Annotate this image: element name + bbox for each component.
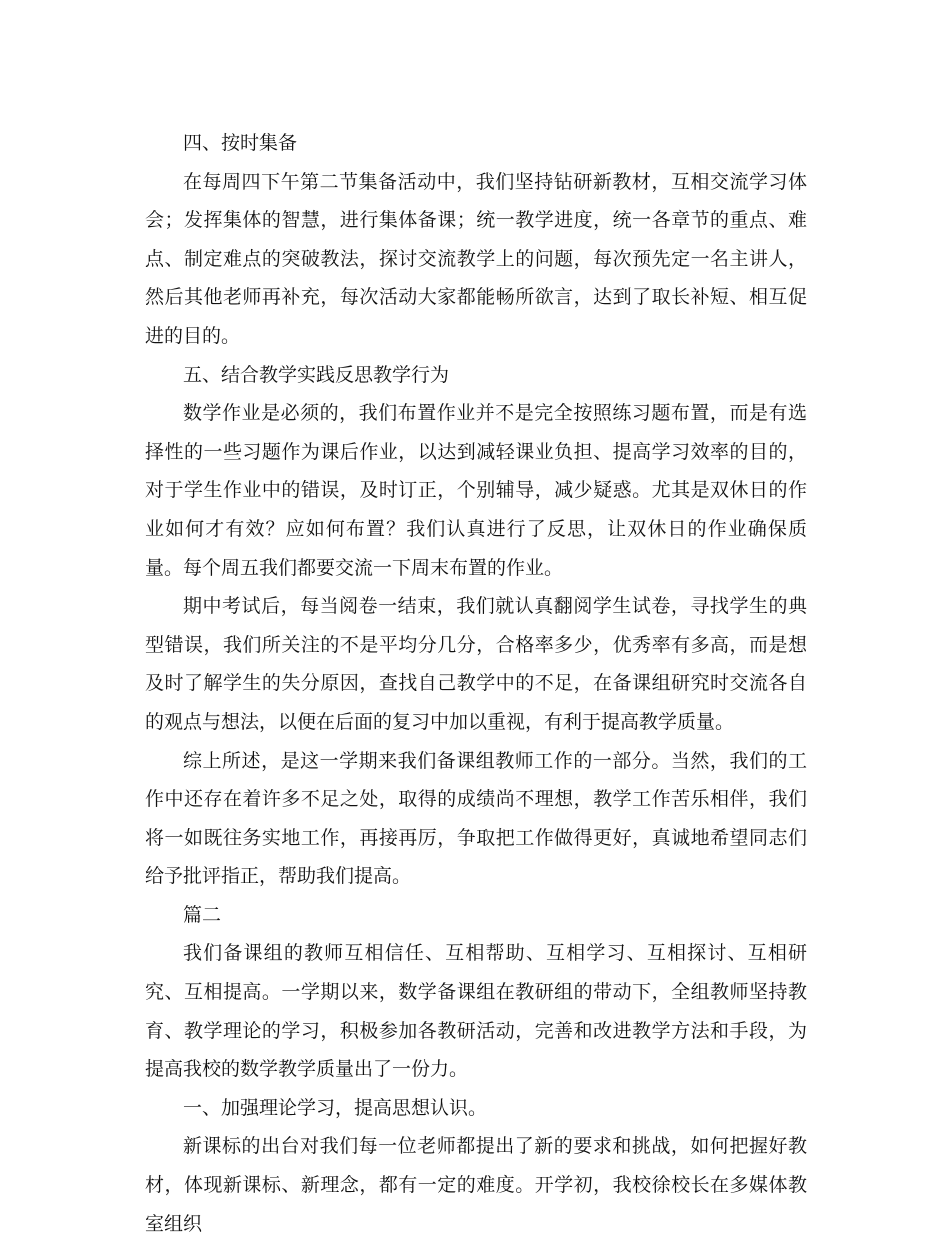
section-heading: 一、加强理论学习，提高思想认识。 [183,1096,488,1119]
body-paragraph: 新课标的出台对我们每一位老师都提出了新的要求和挑战，如何把握好教材，体现新课标、新理念，都有一定的难度。开学初，我校徐校长在多媒体教室组织 [145,1135,807,1235]
body-paragraph: 我们备课组的教师互相信任、互相帮助、互相学习、互相探讨、互相研究、互相提高。一学期以来，数学备课组在教研组的带动下，全组教师坚持教育、教学理论的学习，积极参加各教研活动，完善和改进教学方法和手段，为提高我校的数学教学质量出了一份力。 [145,942,807,1081]
body-paragraph: 数学作业是必须的，我们布置作业并不是完全按照练习题布置，而是有选择性的一些习题作为课后作业，以达到减轻课业负担、提高学习效率的目的，对于学生作业中的错误，及时订正，个别辅导，减少疑惑。尤其是双休日的作业如何才有效？应如何布置？我们认真进行了反思，让双休日的作业确保质量。每个周五我们都要交流一下周末布置的作业。 [145,402,807,579]
section-heading: 五、结合教学实践反思教学行为 [183,363,450,386]
body-paragraph: 综上所述，是这一学期来我们备课组教师工作的一部分。当然，我们的工作中还存在着许多不足之处，取得的成绩尚不理想，教学工作苦乐相伴，我们将一如既往务实地工作，再接再厉，争取把工作做得更好，真诚地希望同志们给予批评指正，帮助我们提高。 [145,749,807,888]
body-paragraph: 期中考试后，每当阅卷一结束，我们就认真翻阅学生试卷，寻找学生的典型错误，我们所关注的不是平均分几分，合格率多少，优秀率有多高，而是想及时了解学生的失分原因，查找自己教学中的不足，在备课组研究时交流各自的观点与想法，以便在后面的复习中加以重视，有利于提高教学质量。 [145,595,807,733]
section-heading: 篇二 [183,903,222,926]
section-heading: 四、按时集备 [183,132,298,154]
document-body [145,124,807,1243]
body-paragraph: 在每周四下午第二节集备活动中，我们坚持钻研新教材，互相交流学习体会；发挥集体的智慧，进行集体备课；统一教学进度，统一各章节的重点、难点、制定难点的突破教法，探讨交流教学上的问题，每次预先定一名主讲人，然后其他老师再补充，每次活动大家都能畅所欲言，达到了取长补短、相互促进的目的。 [145,170,807,347]
